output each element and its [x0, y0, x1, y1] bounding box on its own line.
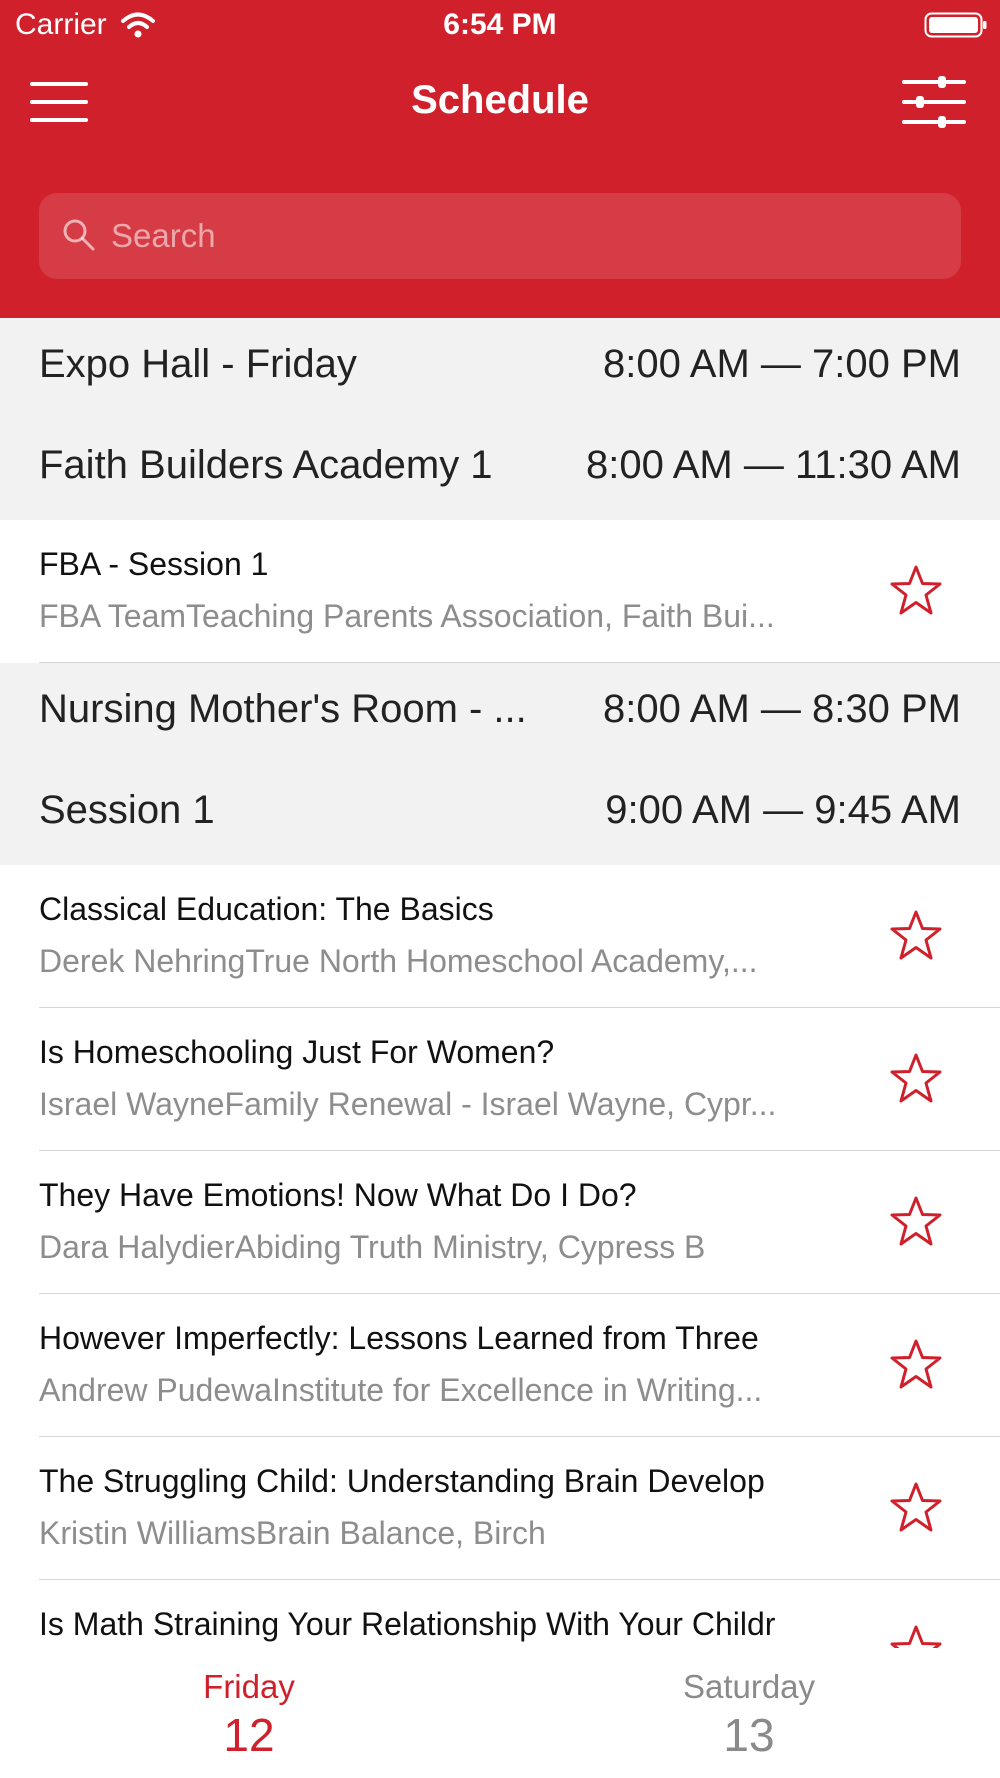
session-speakers: Derek NehringTrue North Homeschool Academy,...	[39, 943, 758, 979]
group-title: Faith Builders Academy 1	[39, 443, 493, 487]
nav-bar	[0, 62, 1000, 142]
group-time: 8:00 AM — 7:00 PM	[603, 342, 961, 386]
session-title: FBA - Session 1	[39, 546, 269, 582]
tab-day-label: Friday	[203, 1668, 295, 1705]
status-bar	[0, 0, 1000, 50]
group-time: 9:00 AM — 9:45 AM	[605, 788, 961, 832]
session-row[interactable]	[0, 1008, 1000, 1151]
session-title: Classical Education: The Basics	[39, 891, 494, 927]
favorite-star-icon[interactable]	[888, 1337, 944, 1393]
carrier-label: Carrier	[15, 8, 107, 41]
session-speakers: FBA TeamTeaching Parents Association, Faith Bui...	[39, 598, 775, 634]
day-tab-bar	[0, 1648, 1000, 1778]
status-time: 6:54 PM	[443, 8, 557, 41]
favorite-star-icon[interactable]	[888, 1194, 944, 1250]
session-row[interactable]	[0, 520, 1000, 663]
favorite-star-icon[interactable]	[888, 563, 944, 619]
session-row[interactable]	[0, 1437, 1000, 1580]
filter-sliders-icon[interactable]	[902, 76, 966, 128]
session-row[interactable]	[0, 865, 1000, 1008]
tab-day-label: Saturday	[682, 1668, 816, 1705]
search-bar[interactable]	[39, 193, 961, 279]
page-title: Schedule	[411, 78, 589, 122]
session-speakers: Dara HalydierAbiding Truth Ministry, Cypress B	[39, 1229, 706, 1265]
tab-date-label: 13	[723, 1709, 775, 1761]
favorite-star-icon[interactable]	[888, 908, 944, 964]
favorite-star-icon[interactable]	[888, 1480, 944, 1536]
tab-date-label: 12	[223, 1709, 275, 1761]
session-row[interactable]	[0, 1151, 1000, 1294]
group-row[interactable]	[0, 318, 1000, 419]
group-title: Session 1	[39, 788, 215, 832]
session-title: Is Math Straining Your Relationship With Your Childr	[39, 1606, 776, 1642]
session-title: The Struggling Child: Understanding Brain Develop	[39, 1463, 765, 1499]
group-time: 8:00 AM — 11:30 AM	[585, 443, 961, 487]
battery-icon	[924, 12, 988, 38]
group-title: Nursing Mother's Room - ...	[39, 687, 527, 731]
tab-saturday[interactable]	[599, 1648, 899, 1778]
session-speakers: Kristin WilliamsBrain Balance, Birch	[39, 1515, 546, 1551]
favorite-star-icon[interactable]	[888, 1051, 944, 1107]
session-title: They Have Emotions! Now What Do I Do?	[39, 1177, 637, 1213]
search-icon	[61, 217, 97, 253]
group-title: Expo Hall - Friday	[39, 342, 357, 386]
header	[0, 0, 1000, 318]
group-row[interactable]	[0, 663, 1000, 764]
search-input[interactable]	[111, 193, 931, 279]
session-title: Is Homeschooling Just For Women?	[39, 1034, 555, 1070]
group-header-block	[0, 318, 1000, 520]
session-speakers: Andrew PudewaInstitute for Excellence in Writing...	[39, 1372, 763, 1408]
tab-friday[interactable]	[99, 1648, 399, 1778]
group-time: 8:00 AM — 8:30 PM	[603, 687, 961, 731]
favorite-star-icon[interactable]	[888, 1623, 944, 1648]
schedule-list[interactable]	[0, 318, 1000, 1648]
session-title: However Imperfectly: Lessons Learned from Three	[39, 1320, 759, 1356]
session-row[interactable]	[0, 1294, 1000, 1437]
group-row[interactable]	[0, 419, 1000, 520]
session-row[interactable]	[0, 1580, 1000, 1648]
group-header-block	[0, 663, 1000, 865]
group-row[interactable]	[0, 764, 1000, 865]
session-speakers: Israel WayneFamily Renewal - Israel Wayne, Cypr...	[39, 1086, 777, 1122]
